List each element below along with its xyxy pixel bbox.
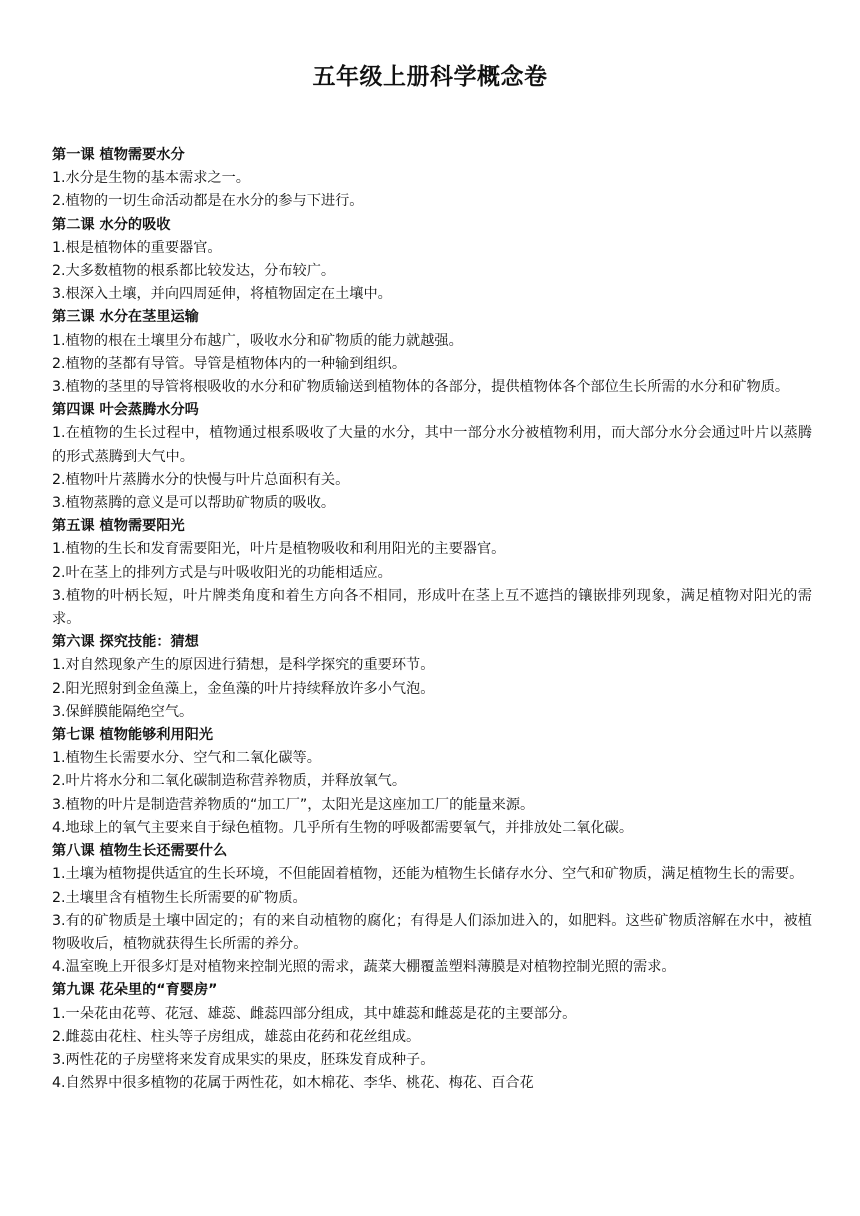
lesson-item: 2.阳光照射到金鱼藻上，金鱼藻的叶片持续释放许多小气泡。: [52, 680, 435, 697]
lesson-item: 1.对自然现象产生的原因进行猜想，是科学探究的重要环节。: [52, 657, 435, 674]
lesson-item: 3.保鲜膜能隔绝空气。: [52, 703, 194, 720]
lesson-item: 4.自然界中很多植物的花属于两性花，如木棉花、李华、桃花、梅花、百合花: [52, 1075, 534, 1092]
lesson-item: 3.两性花的子房壁将来发育成果实的果皮，胚珠发育成种子。: [52, 1051, 435, 1068]
lesson-item: 3.植物的茎里的导管将根吸收的水分和矿物质输送到植物体的各部分，提供植物体各个部位生长所需的水分和矿物质。: [52, 379, 790, 396]
lesson-item: 2.叶在茎上的排列方式是与叶吸收阳光的功能相适应。: [52, 564, 392, 581]
lesson-item: 3.植物的叶柄长短，叶片牌类角度和着生方向各不相同，形成叶在茎上互不遮挡的镶嵌排列现象，满足植物对阳光的需求。: [52, 587, 812, 628]
lesson-item: 3.有的矿物质是土壤中固定的；有的来自动植物的腐化；有得是人们添加进入的，如肥料。这些矿物质溶解在水中，被植物吸收后，植物就获得生长所需的养分。: [52, 912, 812, 952]
lesson-item: 1.植物生长需要水分、空气和二氧化碳等。: [52, 750, 321, 767]
lesson-item: 2.雌蕊由花柱、柱头等子房组成，雄蕊由花药和花丝组成。: [52, 1028, 421, 1045]
lesson-heading: 第二课 水分的吸收: [52, 216, 171, 233]
lesson-item: 3.根深入土壤，并向四周延伸，将植物固定在土壤中。: [52, 286, 392, 303]
lesson-item: 4.温室晚上开很多灯是对植物来控制光照的需求，蔬菜大棚覆盖塑料薄膜是对植物控制光照的需求。: [52, 959, 676, 976]
lesson-item: 2.植物的一切生命活动都是在水分的参与下进行。: [52, 193, 364, 210]
lesson-section: [52, 631, 812, 724]
lesson-section: [52, 840, 812, 979]
lesson-section: [52, 214, 812, 307]
lesson-item: 2.大多数植物的根系都比较发达，分布较广。: [52, 263, 336, 280]
lesson-section: [52, 724, 812, 840]
lesson-item: 1.植物的生长和发育需要阳光，叶片是植物吸收和利用阳光的主要器官。: [52, 541, 506, 558]
lesson-section: [52, 306, 812, 399]
lesson-heading: 第六课 探究技能：猜想: [52, 634, 199, 651]
lesson-item: 2.植物的茎都有导管。导管是植物体内的一种输到组织。: [52, 355, 407, 372]
lesson-item: 2.土壤里含有植物生长所需要的矿物质。: [52, 889, 307, 906]
lesson-item: 1.根是植物体的重要器官。: [52, 239, 222, 256]
document-body: [52, 144, 812, 1095]
lesson-item: 2.植物叶片蒸腾水分的快慢与叶片总面积有关。: [52, 471, 350, 488]
lesson-item: 1.水分是生物的基本需求之一。: [52, 170, 250, 187]
lesson-heading: 第九课 花朵里的“育婴房”: [52, 982, 218, 999]
lesson-heading: 第一课 植物需要水分: [52, 147, 185, 163]
lesson-item: 1.在植物的生长过程中，植物通过根系吸收了大量的水分，其中一部分水分被植物利用，而大部分水分会通过叶片以蒸腾的形式蒸腾到大气中。: [52, 425, 812, 465]
lesson-section: [52, 979, 812, 1095]
lesson-item: 1.植物的根在土壤里分布越广，吸收水分和矿物质的能力就越强。: [52, 332, 463, 349]
lesson-heading: 第三课 水分在茎里运输: [52, 309, 199, 326]
lesson-item: 3.植物蒸腾的意义是可以帮助矿物质的吸收。: [52, 495, 336, 512]
lesson-heading: 第七课 植物能够利用阳光: [52, 727, 214, 744]
lesson-section: [52, 144, 812, 214]
lesson-item: 1.土壤为植物提供适宜的生长环境，不但能固着植物，还能为植物生长储存水分、空气和矿物质，满足植物生长的需要。: [52, 866, 804, 883]
lesson-item: 4.地球上的氧气主要来自于绿色植物。几乎所有生物的呼吸都需要氧气，并排放处二氧化碳。: [52, 819, 634, 836]
lesson-heading: 第四课 叶会蒸腾水分吗: [52, 402, 199, 419]
lesson-item: 3.植物的叶片是制造营养物质的“加工厂”，太阳光是这座加工厂的能量来源。: [52, 796, 535, 813]
lesson-heading: 第八课 植物生长还需要什么: [52, 843, 228, 860]
document-title: 五年级上册科学概念卷: [312, 64, 548, 90]
lesson-section: [52, 399, 812, 515]
lesson-item: 2.叶片将水分和二氧化碳制造称营养物质，并释放氧气。: [52, 773, 407, 790]
lesson-heading: 第五课 植物需要阳光: [52, 518, 185, 535]
lesson-section: [52, 515, 812, 631]
lesson-item: 1.一朵花由花萼、花冠、雄蕊、雌蕊四部分组成，其中雄蕊和雌蕊是花的主要部分。: [52, 1005, 577, 1022]
